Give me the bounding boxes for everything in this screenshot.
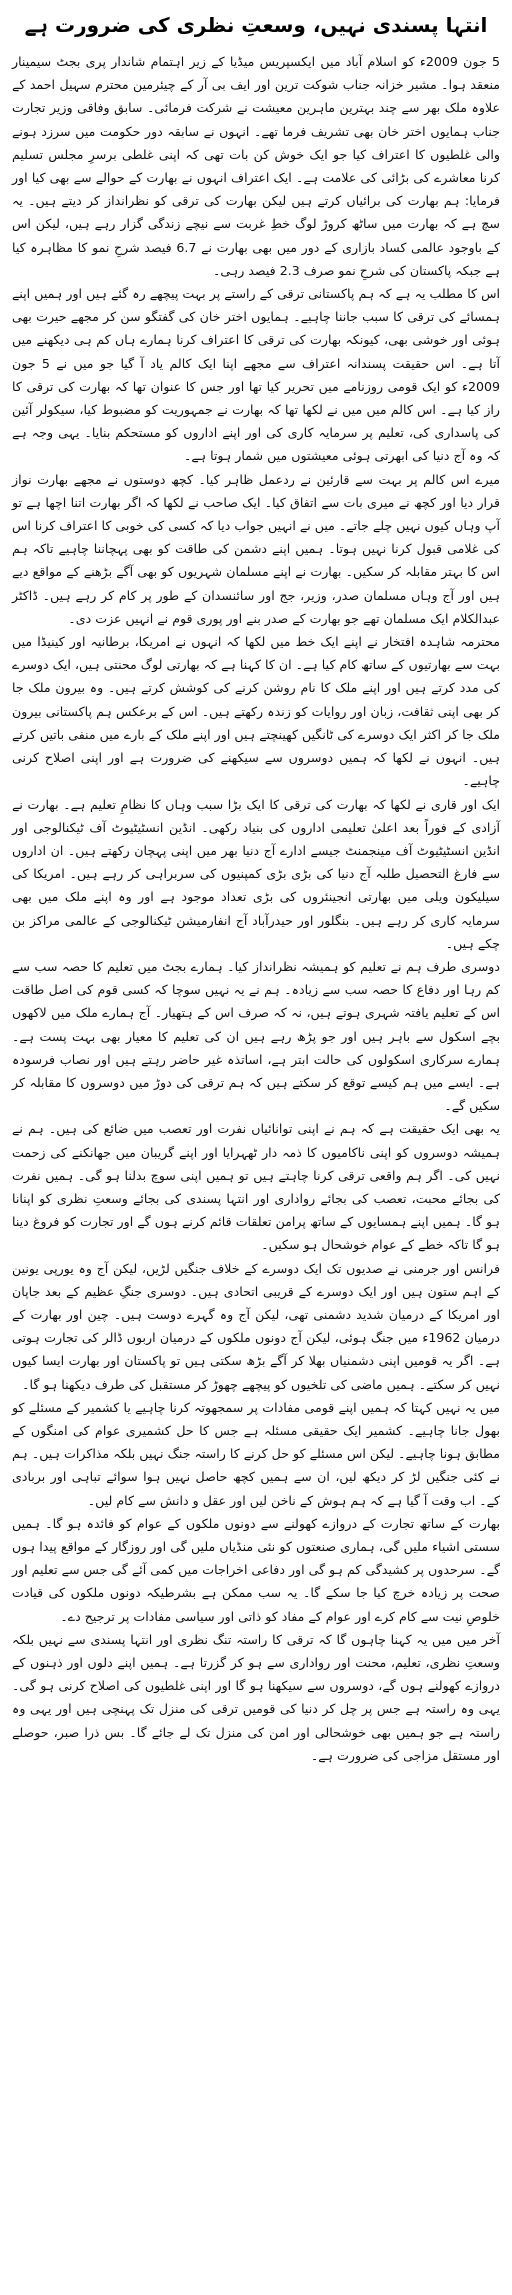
article-paragraph-9: میں یہ نہیں کہتا کہ ہمیں اپنے قومی مفادات پر سمجھوتہ کرنا چاہیے یا کشمیر کے مسئلے کو بھول جانا چاہیے۔ کشمیر ایک حقیقی مسئلہ ہے جس کا حل کشمیری عوام کی امنگوں کے مطابق ہونا چاہیے۔ لیکن اس مسئلے کو حل کرنے کا راستہ جنگ نہیں بلکہ مذاکرات ہیں۔ ہم نے کئی جنگیں لڑ کر دیکھ لیں، ان سے ہمیں کچھ حاصل نہیں ہوا سوائے تباہی اور بربادی کے۔ اب وقت آ گیا ہے کہ ہم ہوش کے ناخن لیں اور عقل و دانش سے کام لیں۔	[12, 1399, 500, 1508]
article-paragraph-2: اس کا مطلب یہ ہے کہ ہم پاکستانی ترقی کے راستے پر بہت پیچھے رہ گئے ہیں اور ہمیں اپنے ہمسائے کی ترقی کا سبب جاننا چاہیے۔ ہمایوں اختر خان کی گفتگو سن کر مجھے حیرت بھی ہوئی اور خوشی بھی، کیونکہ بھارت کی ترقی کا اعتراف کرنا ہمارے ہاں کم ہی دیکھنے میں آتا ہے۔ اس حقیقت پسندانہ اعتراف سے مجھے اپنا ایک کالم یاد آ گیا جو میں نے 5 جون 2009ء کو ایک قومی روزنامے میں تحریر کیا تھا اور جس کا عنوان تھا کہ بھارت کی ترقی کا راز کیا ہے۔ اس کالم میں میں نے لکھا تھا کہ بھارت نے جمہوریت کو مضبوط کیا، سیکولر آئین کی پاسداری کی، تعلیم پر سرمایہ کاری کی اور اپنے اداروں کو مستحکم بنایا۔ یہی وجہ ہے کہ وہ آج دنیا کی ابھرتی ہوئی معیشتوں میں شمار ہوتا ہے۔	[12, 286, 500, 464]
article-paragraph-6: دوسری طرف ہم نے تعلیم کو ہمیشہ نظرانداز کیا۔ ہمارے بجٹ میں تعلیم کا حصہ سب سے کم رہا اور دفاع کا حصہ سب سے زیادہ۔ ہم نے یہ نہیں سوچا کہ کسی قوم کی اصل طاقت اس کے تعلیم یافتہ شہری ہوتے ہیں، نہ کہ صرف اس کے ہتھیار۔ آج ہمارے ملک میں لاکھوں بچے اسکول سے باہر ہیں اور جو پڑھ رہے ہیں ان کی تعلیم کا معیار بھی بہت پست ہے۔ ہمارے سرکاری اسکولوں کی حالت ابتر ہے، اساتذہ غیر حاضر رہتے ہیں اور نصاب فرسودہ ہے۔ ایسے میں ہم کیسے توقع کر سکتے ہیں کہ ہم ترقی کی دوڑ میں دوسروں کا مقابلہ کر سکیں گے۔	[12, 958, 500, 1114]
article-paragraph-7: یہ بھی ایک حقیقت ہے کہ ہم نے اپنی توانائیاں نفرت اور تعصب میں ضائع کی ہیں۔ ہم نے ہمیشہ دوسروں کو اپنی ناکامیوں کا ذمہ دار ٹھہرایا اور اپنے گریبان میں جھانکنے کی زحمت نہیں کی۔ اگر ہم واقعی ترقی کرنا چاہتے ہیں تو ہمیں اپنی سوچ بدلنا ہو گی۔ ہمیں نفرت کی بجائے محبت، تعصب کی بجائے رواداری اور انتہا پسندی کی بجائے وسعتِ نظری کو اپنانا ہو گا۔ ہمیں اپنے ہمسایوں کے ساتھ پرامن تعلقات قائم کرنے ہوں گے اور تجارت کو فروغ دینا ہو گا تاکہ خطے کے عوام خوشحال ہو سکیں۔	[12, 1121, 500, 1253]
article-paragraph-8: فرانس اور جرمنی نے صدیوں تک ایک دوسرے کے خلاف جنگیں لڑیں، لیکن آج وہ یورپی یونین کے اہم ستون ہیں اور ایک دوسرے کے قریبی اتحادی ہیں۔ دوسری جنگِ عظیم کے بعد جاپان اور امریکا کے درمیان شدید دشمنی تھی، لیکن آج وہ گہرے دوست ہیں۔ چین اور بھارت کے درمیان 1962ء میں جنگ ہوئی، لیکن آج دونوں ملکوں کے درمیان اربوں ڈالر کی تجارت ہوتی ہے۔ اگر یہ قومیں اپنی دشمنیاں بھلا کر آگے بڑھ سکتی ہیں تو پاکستان اور بھارت ایسا کیوں نہیں کر سکتے۔ ہمیں ماضی کی تلخیوں کو پیچھے چھوڑ کر مستقبل کی طرف دیکھنا ہو گا۔	[12, 1260, 500, 1392]
article-paragraph-4: محترمہ شاہدہ افتخار نے اپنے ایک خط میں لکھا کہ انہوں نے امریکا، برطانیہ اور کینیڈا میں بہت سے بھارتیوں کے ساتھ کام کیا ہے۔ ان کا کہنا ہے کہ بھارتی لوگ محنتی ہیں، ایک دوسرے کی مدد کرتے ہیں اور اپنے ملک کا نام روشن کرنے کی کوشش کرتے ہیں۔ وہ بیرون ملک جا کر بھی اپنی ثقافت، زبان اور روایات کو زندہ رکھتے ہیں۔ اس کے برعکس ہم پاکستانی بیرون ملک جا کر اکثر ایک دوسرے کی ٹانگیں کھینچتے ہیں اور اپنے ملک کے بارے میں منفی باتیں کرتے ہیں۔ انہوں نے لکھا کہ ہمیں دوسروں سے سیکھنے کی ضرورت ہے اور اپنی اصلاح کرنی چاہیے۔	[12, 634, 500, 789]
article-paragraph-11: آخر میں میں یہ کہنا چاہوں گا کہ ترقی کا راستہ تنگ نظری اور انتہا پسندی سے نہیں بلکہ وسعتِ نظری، تعلیم، محنت اور رواداری سے ہو کر گزرتا ہے۔ ہمیں اپنے دلوں اور ذہنوں کے دروازے کھولنے ہوں گے، دوسروں سے سیکھنا ہو گا اور اپنی غلطیوں کی اصلاح کرنی ہو گی۔ یہی وہ راستہ ہے جس پر چل کر دنیا کی قومیں ترقی کی منزل تک پہنچی ہیں اور یہی وہ راستہ ہے جو ہمیں بھی خوشحالی اور امن کی منزل تک لے جائے گا۔ بس ذرا صبر، حوصلے اور مستقل مزاجی کی ضرورت ہے۔	[12, 1631, 500, 1763]
article-paragraph-10: بھارت کے ساتھ تجارت کے دروازے کھولنے سے دونوں ملکوں کے عوام کو فائدہ ہو گا۔ ہمیں سستی اشیاء ملیں گی، ہماری صنعتوں کو نئی منڈیاں ملیں گی اور روزگار کے مواقع پیدا ہوں گے۔ سرحدوں پر کشیدگی کم ہو گی اور دفاعی اخراجات میں کمی آئے گی جس سے تعلیم اور صحت پر زیادہ خرچ کیا جا سکے گا۔ یہ سب ممکن ہے بشرطیکہ دونوں ملکوں کی قیادت خلوصِ نیت سے کام کرے اور عوام کے مفاد کو ذاتی اور سیاسی مفادات پر ترجیح دے۔	[12, 1515, 500, 1624]
article-paragraph-5: ایک اور قاری نے لکھا کہ بھارت کی ترقی کا ایک بڑا سبب وہاں کا نظامِ تعلیم ہے۔ بھارت نے آزادی کے فوراً بعد اعلیٰ تعلیمی اداروں کی بنیاد رکھی۔ انڈین انسٹیٹیوٹ آف ٹیکنالوجی اور انڈین انسٹیٹیوٹ آف مینجمنٹ جیسے ادارے آج دنیا بھر میں اپنی پہچان رکھتے ہیں۔ ان اداروں سے فارغ التحصیل طلبہ آج دنیا کی بڑی بڑی کمپنیوں کی سربراہی کر رہے ہیں۔ امریکا کی سیلیکون ویلی میں بھارتی انجینئروں کی بڑی تعداد موجود ہے اور وہ اپنے ملک میں بھی سرمایہ کاری کر رہے ہیں۔ بنگلور اور حیدرآباد آج انفارمیشن ٹیکنالوجی کے عالمی مراکز بن چکے ہیں۔	[12, 796, 500, 951]
article-paragraph-1: 5 جون 2009ء کو اسلام آباد میں ایکسپریس میڈیا کے زیر اہتمام شاندار پری بجٹ سیمینار منعقد ہوا۔ مشیر خزانہ جناب شوکت ترین اور ایف بی آر کے چیئرمین محترم سہیل احمد کے علاوہ ملک بھر سے چند بہترین ماہرین معیشت نے شرکت فرمائی۔ سابق وفاقی وزیر تجارت جناب ہمایوں اختر خان بھی تشریف فرما تھے۔ انہوں نے سابقہ دور حکومت میں سرزد ہونے والی غلطیوں کا اعتراف کیا جو ایک خوش کن بات تھی کہ اپنی غلطی برسرِ مجلس تسلیم کرنا معاشرے کی بڑائی کی علامت ہے۔ ایک اعتراف انہوں نے بھارت کے حوالے سے بھی کیا اور فرمایا: ہم بھارت کی برائیاں کرتے ہیں لیکن بھارت کی ترقی کو نظرانداز کر دیتے ہیں۔ یہ سچ ہے کہ بھارت میں ساٹھ کروڑ لوگ خطِ غربت سے نیچے زندگی گزار رہے ہیں، لیکن اس کے باوجود عالمی کساد بازاری کے دور میں بھی بھارت نے 6.7 فیصد شرحِ نمو کا مظاہرہ کیا ہے جبکہ پاکستان کی شرحِ نمو صرف 2.3 فیصد رہی۔	[12, 54, 501, 278]
article-headline: انتہا پسندی نہیں، وسعتِ نظری کی ضرورت ہے	[24, 13, 488, 37]
article-paragraph-3: میرے اس کالم پر بہت سے قارئین نے ردعمل ظاہر کیا۔ کچھ دوستوں نے مجھے بھارت نواز قرار دیا اور کچھ نے میری بات سے اتفاق کیا۔ ایک صاحب نے لکھا کہ اگر بھارت اتنا اچھا ہے تو آپ وہاں کیوں نہیں چلے جاتے۔ میں نے انہیں جواب دیا کہ کسی کی خوبی کا اعتراف کرنا اس کی غلامی قبول کرنا نہیں ہوتا۔ ہمیں اپنے دشمن کی طاقت کو بھی پہچاننا چاہیے تاکہ ہم اس کا بہتر مقابلہ کر سکیں۔ بھارت نے اپنے مسلمان شہریوں کو بھی آگے بڑھنے کے مواقع دیے ہیں اور آج وہاں مسلمان صدر، وزیر، جج اور سائنسدان کے طور پر کام کر رہے ہیں۔ ڈاکٹر عبدالکلام ایک مسلمان تھے جو بھارت کے صدر بنے اور پوری قوم نے انہیں عزت دی۔	[12, 471, 500, 626]
article-body	[12, 50, 500, 1767]
